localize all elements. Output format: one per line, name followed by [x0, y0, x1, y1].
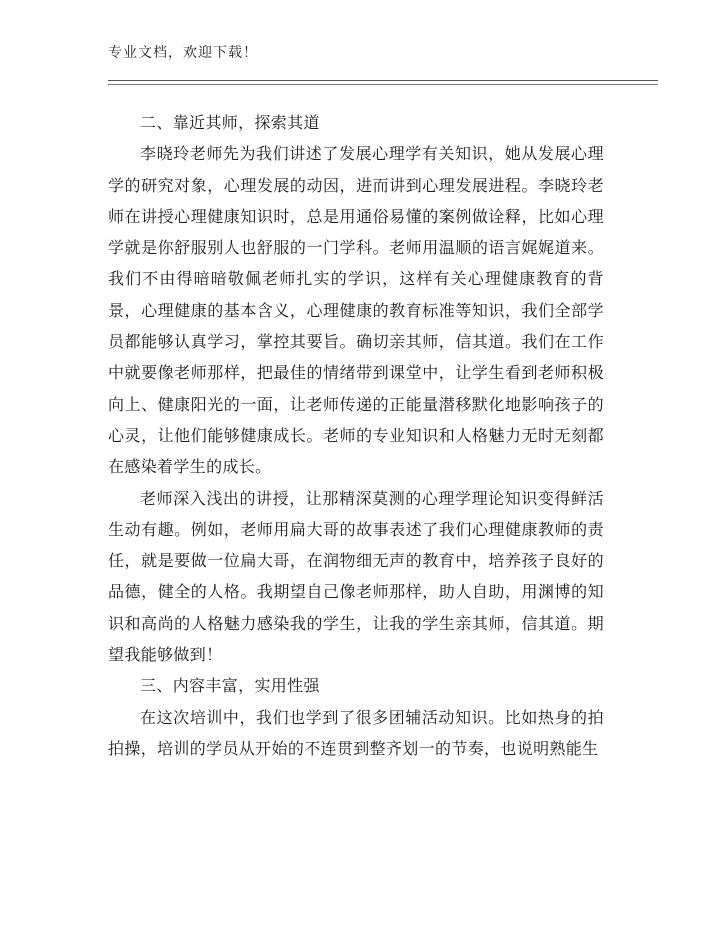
paragraph-2: 老师深入浅出的讲授，让那精深莫测的心理学理论知识变得鲜活生动有趣。例如，老师用扁大哥的故事表述了我们心理健康教师的责任，就是要做一位扁大哥，在润物细无声的教育中，培养孩子良好的品德，健全的人格。我期望自己像老师那样，助人自助，用渊博的知识和高尚的人格魅力感染我的学生，让我的学生亲其师，信其道。期望我能够做到！ [108, 488, 604, 665]
page-header: 专业文档，欢迎下载！ [108, 45, 258, 61]
paragraph-1: 李晓玲老师先为我们讲述了发展心理学有关知识，她从发展心理学的研究对象，心理发展的动因，进而讲到心理发展进程。李晓玲老师在讲授心理健康知识时，总是用通俗易懂的案例做诠释，比如心理学就是你舒服别人也舒服的一门学科。老师用温顺的语言娓娓道来。我们不由得暗暗敬佩老师扎实的学识，这样有关心理健康教育的背景，心理健康的基本含义，心理健康的教育标准等知识，我们全部学员都能够认真学习，掌控其要旨。确切亲其师，信其道。我们在工作中就要像老师那样，把最佳的情绪带到课堂中，让学生看到老师积极向上、健康阳光的一面，让老师传递的正能量潜移默化地影响孩子的心灵，让他们能够健康成长。老师的专业知识和人格魅力无时无刻都在感染着学生的成长。 [108, 144, 604, 477]
section-heading-2: 二、靠近其师，探索其道 [140, 113, 320, 132]
header-divider-thin [108, 84, 658, 85]
paragraph-3: 在这次培训中，我们也学到了很多团辅活动知识。比如热身的拍拍操，培训的学员从开始的不连贯到整齐划一的节奏，也说明熟能生 [108, 707, 604, 758]
document-body [108, 107, 604, 764]
section-heading-3: 三、内容丰富，实用性强 [140, 676, 320, 696]
header-divider-thick [108, 80, 658, 81]
